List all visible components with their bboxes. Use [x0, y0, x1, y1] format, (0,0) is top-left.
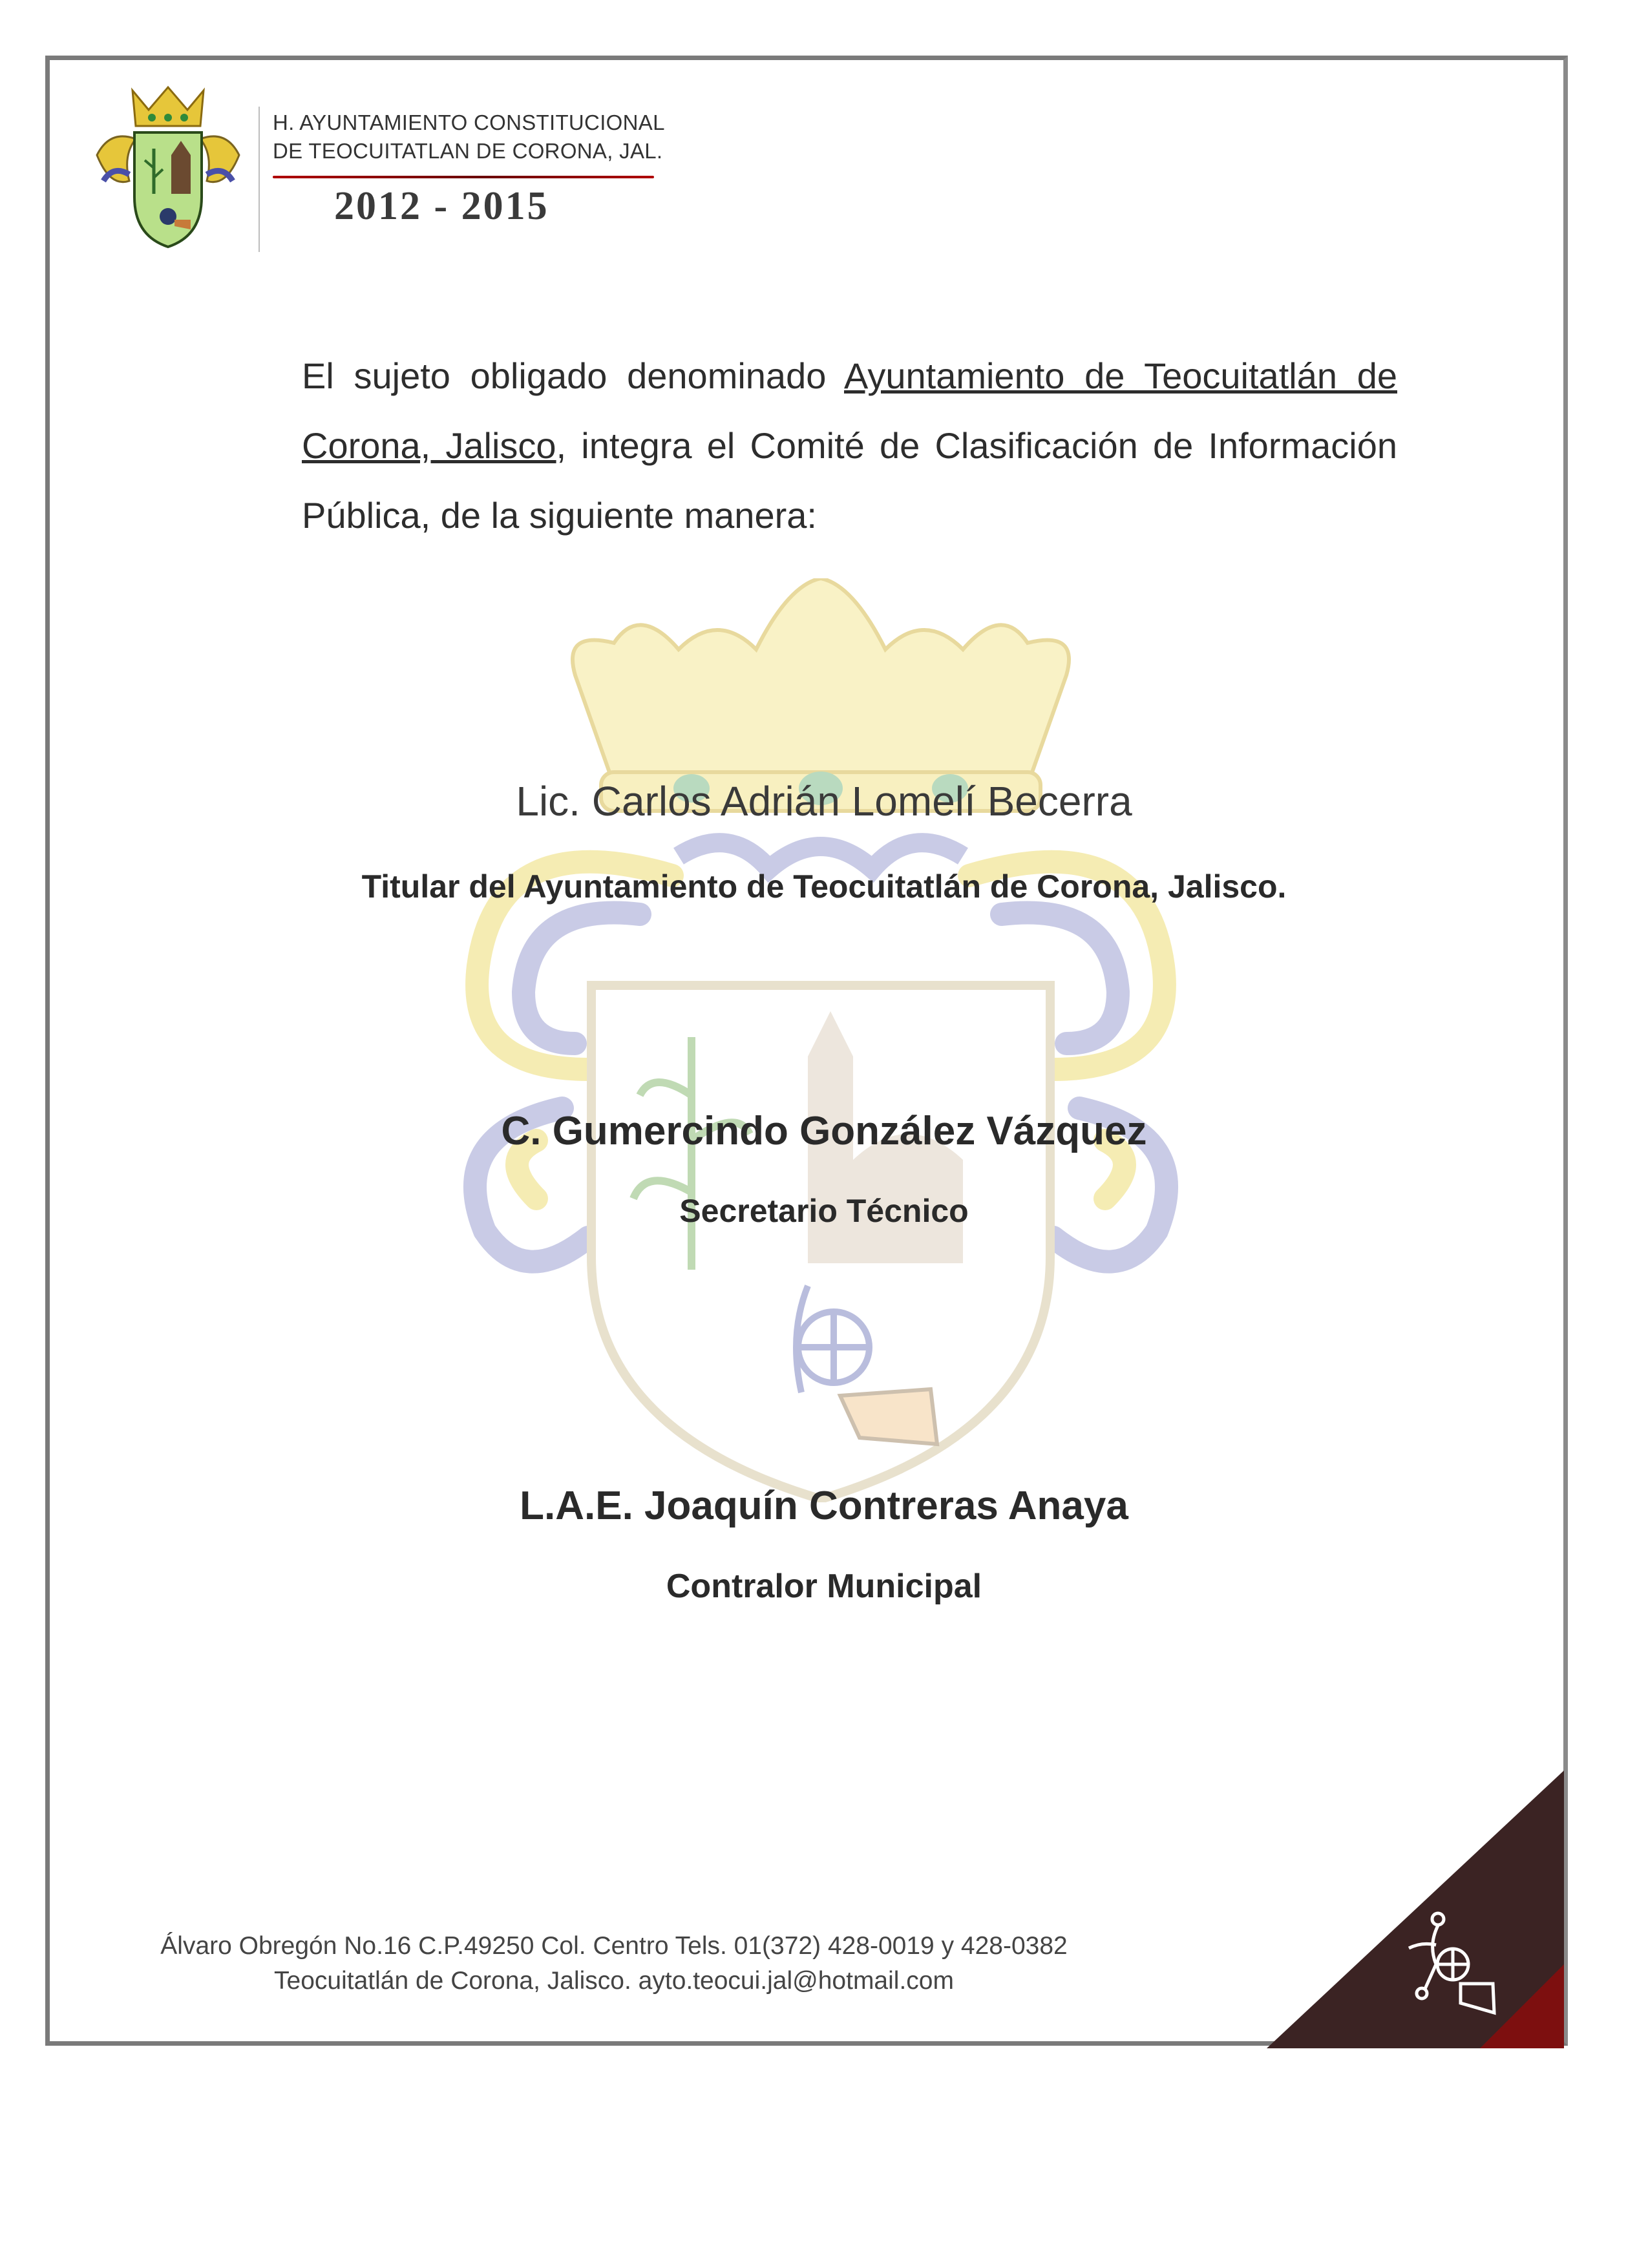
intro-text-end: , integra el Comité de Clasificación de Información Pública, de la siguiente manera:: [302, 425, 1397, 536]
footer-address: [65, 1929, 1163, 1999]
member-2-name: C. Gumercindo González Vázquez: [501, 1109, 1147, 1153]
member-2-role: Secretario Técnico: [679, 1193, 969, 1229]
member-3-role: Contralor Municipal: [666, 1568, 982, 1605]
letterhead-line-2: DE TEOCUITATLAN DE CORONA, JAL.: [273, 139, 663, 163]
intro-paragraph: [302, 341, 1397, 551]
member-1-name: Lic. Carlos Adrián Lomelí Becerra: [516, 778, 1132, 824]
letterhead: [273, 109, 665, 229]
letterhead-line-1: H. AYUNTAMIENTO CONSTITUCIONAL: [273, 110, 665, 134]
member-3-name: L.A.E. Joaquín Contreras Anaya: [520, 1484, 1128, 1528]
corner-emblem: [1267, 1770, 1564, 2048]
footer-line-1: Álvaro Obregón No.16 C.P.49250 Col. Centro Tels. 01(372) 428-0019 y 428-0382: [160, 1932, 1068, 1960]
municipal-coat-of-arms-icon: [84, 84, 252, 252]
header-divider: [259, 107, 260, 252]
coat-of-arms-watermark: [368, 578, 1273, 1502]
letterhead-rule: [273, 176, 654, 178]
intro-text-start: El sujeto obligado denominado: [302, 355, 844, 396]
obliged-entity-name: Ayuntamiento de Teocuitatlán de Corona, Jalisco: [302, 355, 1397, 466]
member-1-role: Titular del Ayuntamiento de Teocuitatlán de Corona, Jalisco.: [361, 868, 1287, 905]
crown-watermark: [573, 578, 1069, 811]
administration-years: 2012 - 2015: [334, 184, 549, 228]
footer-line-2: Teocuitatlán de Corona, Jalisco. ayto.teocui.jal@hotmail.com: [274, 1967, 954, 1995]
